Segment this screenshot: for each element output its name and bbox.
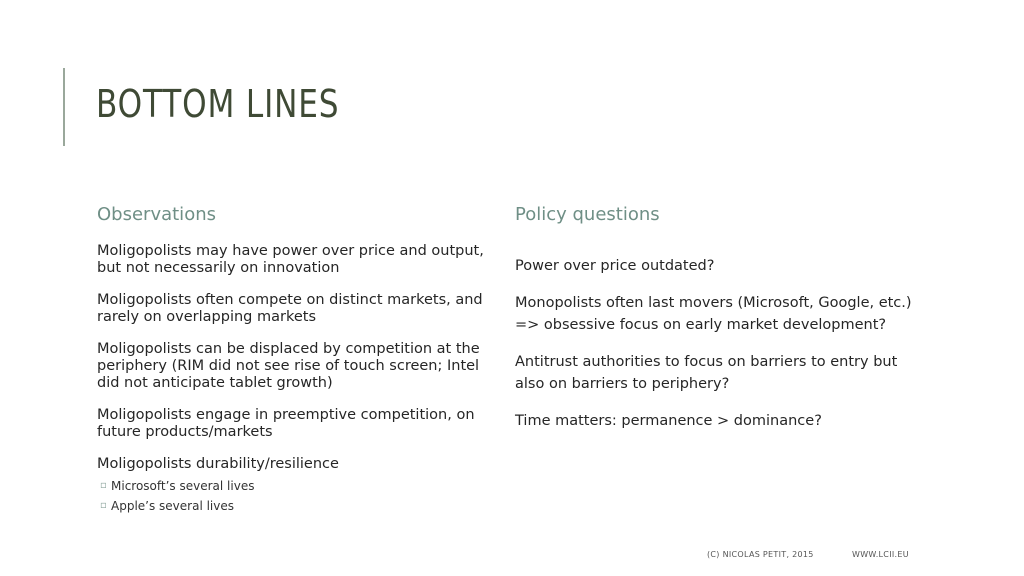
policy-item: Monopolists often last movers (Microsoft, Google, etc.) => obsessive focus on early market development? [515, 295, 912, 333]
bullet-icon: ▫ [100, 500, 107, 511]
observations-column [97, 204, 487, 520]
observations-heading: Observations [97, 204, 216, 225]
slide-title: BOTTOM LINES [96, 82, 340, 126]
sub-item [97, 476, 487, 496]
observations-list [97, 243, 487, 516]
policy-column [515, 204, 915, 447]
policy-item: Power over price outdated? [515, 258, 715, 274]
sub-item [97, 496, 487, 516]
observation-item: Moligopolists engage in preemptive competition, on future products/markets [97, 407, 475, 440]
observation-item: Moligopolists often compete on distinct markets, and rarely on overlapping markets [97, 292, 483, 325]
sub-item-label: Apple’s several lives [111, 499, 234, 513]
policy-list [515, 255, 915, 432]
policy-item: Antitrust authorities to focus on barriers to entry but also on barriers to periphery? [515, 354, 898, 392]
observation-sub-list [97, 476, 487, 516]
bullet-icon: ▫ [100, 480, 107, 491]
observation-item-resilience [97, 456, 487, 516]
footer-url: WWW.LCII.EU [852, 550, 909, 559]
observation-item: Moligopolists can be displaced by competition at the periphery (RIM did not see rise of touch screen; Intel did not anticipate tablet growth) [97, 341, 480, 391]
policy-heading: Policy questions [515, 204, 660, 225]
title-accent-bar [63, 68, 65, 146]
observation-item-label: Moligopolists durability/resilience [97, 456, 339, 472]
sub-item-label: Microsoft’s several lives [111, 479, 255, 493]
footer-copyright: (C) NICOLAS PETIT, 2015 [707, 550, 814, 559]
policy-item: Time matters: permanence > dominance? [515, 413, 822, 429]
observation-item: Moligopolists may have power over price and output, but not necessarily on innovation [97, 243, 484, 276]
